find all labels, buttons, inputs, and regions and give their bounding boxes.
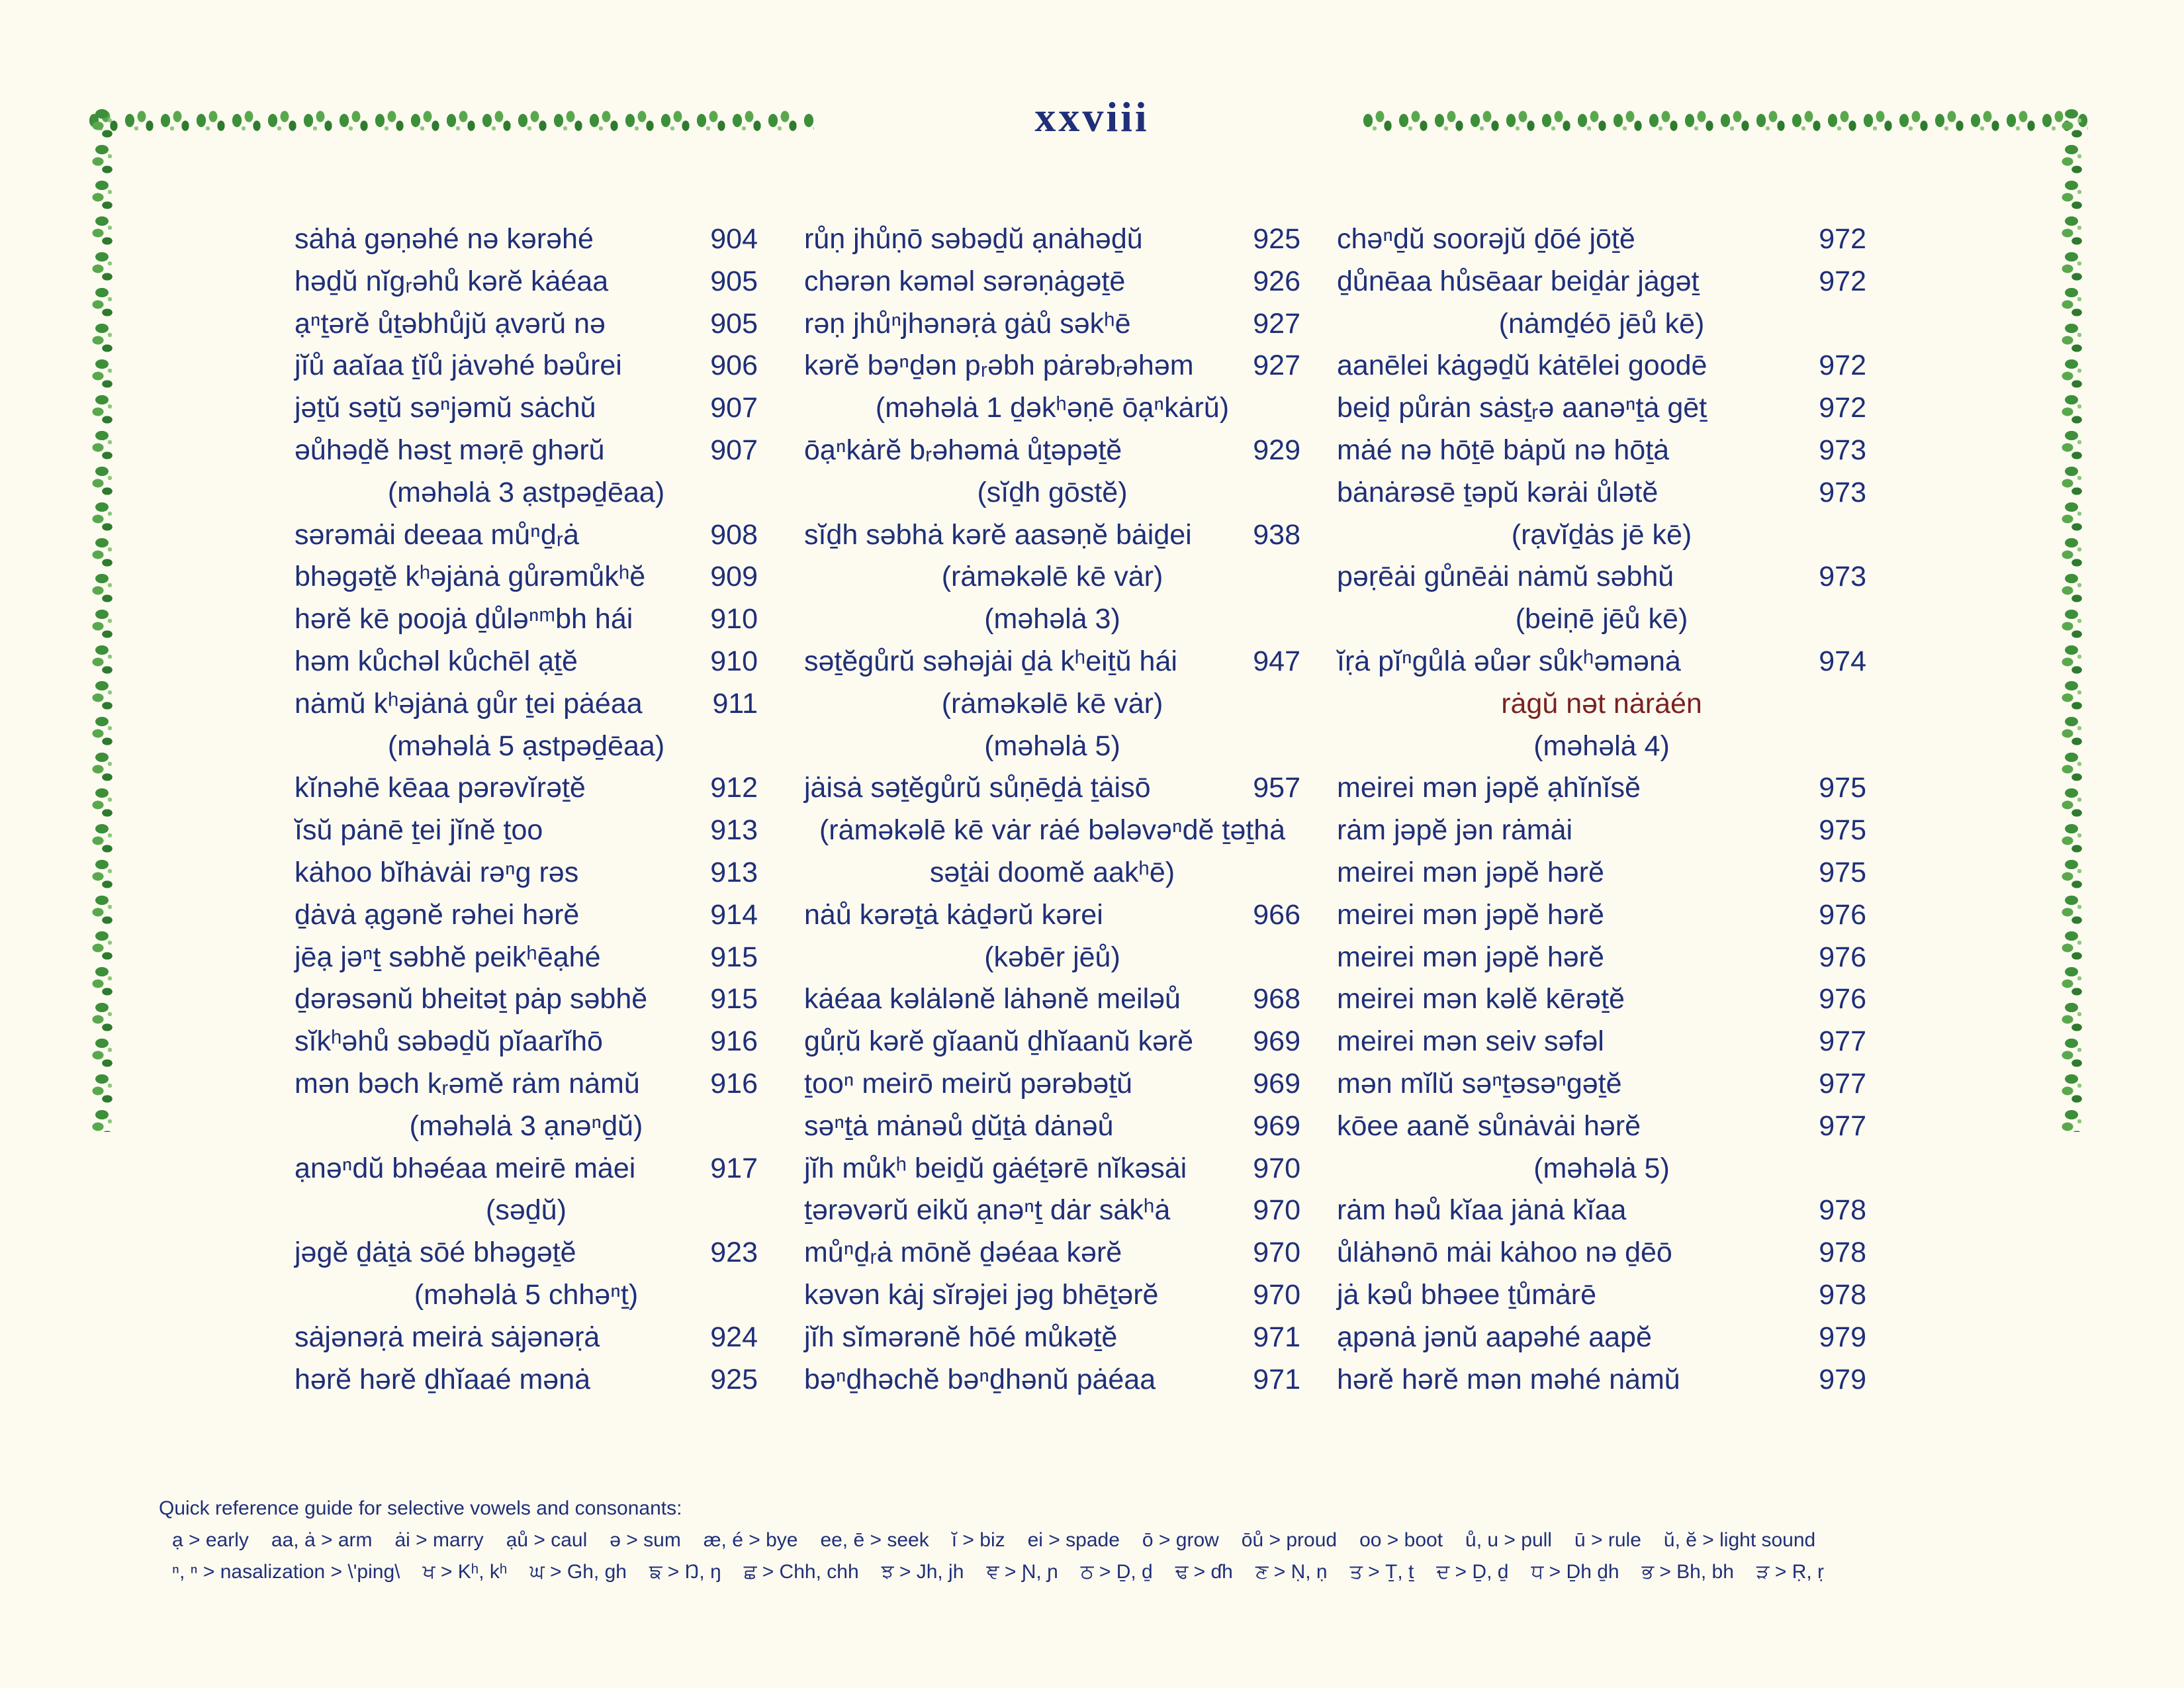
entry-title: mən mĭlŭ səⁿṯəsəⁿgəṯĕ [1337, 1067, 1622, 1100]
guide-item: ōů > proud [1241, 1529, 1338, 1551]
index-entry [295, 1021, 758, 1063]
entry-title: beiḏ půrȧn sȧsṯᵣə aanəⁿṯȧ gēṯ [1337, 392, 1707, 424]
entry-page-number: 968 [1253, 983, 1300, 1015]
guide-item: ਦ > Ḏ, ḏ [1436, 1561, 1509, 1583]
entry-page-number: 972 [1819, 350, 1866, 382]
guide-item: ŭ, ĕ > light sound [1663, 1529, 1816, 1551]
entry-title: ḏůnēaa hůsēaar beiḏȧr jȧgəṯ [1337, 265, 1700, 297]
entry-page-number: 904 [710, 223, 758, 255]
entry-page-number: 972 [1819, 223, 1866, 255]
index-entry [1337, 978, 1866, 1021]
index-entry [1337, 472, 1866, 514]
guide-item: ਞ > Ɲ, ɲ [986, 1561, 1058, 1583]
guide-item: ĭ > biz [951, 1529, 1005, 1551]
index-entry [1337, 1232, 1866, 1274]
entry-title: (nȧmḏéō jēů kē) [1498, 307, 1705, 340]
index-column-1 [295, 218, 758, 1401]
entry-title: sȧjənəṛȧ meirȧ sȧjənəṛȧ [295, 1321, 600, 1353]
index-entry [804, 1021, 1300, 1063]
entry-title: jĭh můkʰ beiḏŭ gȧéṯərē nĭkəsȧi [804, 1152, 1187, 1184]
entry-title: ĭṛȧ pĭⁿgůlȧ əůər sůkʰəmənȧ [1337, 645, 1681, 677]
entry-title: chəⁿḏŭ soorəjŭ ḏōé jōṯĕ [1337, 223, 1635, 255]
entry-title: rȧm jəpĕ jən rȧmȧi [1337, 814, 1573, 847]
guide-item: ạ > early [172, 1529, 249, 1551]
entry-title: hərĕ hərĕ ḏhĭaaé mənȧ [295, 1363, 591, 1395]
index-entry [804, 303, 1300, 346]
section-heading [804, 726, 1300, 768]
guide-vowels-row [159, 1529, 1824, 1552]
index-entry [804, 767, 1300, 810]
entry-page-number: 924 [710, 1321, 758, 1353]
index-entry [804, 1190, 1300, 1232]
entry-title: jēạ jəⁿṯ səbhĕ peikʰēạhé [295, 941, 601, 973]
guide-item: ਖ > Kʰ, kʰ [422, 1561, 508, 1583]
index-entry [1337, 810, 1866, 852]
entry-page-number: 974 [1819, 645, 1866, 677]
index-entry [1337, 1359, 1866, 1401]
entry-title: ạⁿṯərĕ ůṯəbhůjŭ ạvərŭ nə [295, 307, 606, 340]
index-entry [804, 1105, 1300, 1148]
page-number: xxviii [1034, 93, 1150, 140]
guide-item: ů, u > pull [1465, 1529, 1552, 1551]
entry-title: (məhəlȧ 5 chhəⁿṯ) [414, 1278, 639, 1311]
index-entry [1337, 1317, 1866, 1359]
entry-page-number: 913 [710, 814, 758, 847]
entry-page-number: 973 [1819, 476, 1866, 508]
entry-title: səⁿṯȧ mȧnəů ḏŭṯȧ dȧnəů [804, 1109, 1114, 1142]
entry-page-number: 971 [1253, 1321, 1300, 1353]
guide-item: ō > grow [1142, 1529, 1219, 1551]
entry-title: (məhəlȧ 3 ạstpəḏēaa) [387, 476, 665, 508]
entry-title: ḏȧvȧ ạgənĕ rəhei hərĕ [295, 898, 580, 931]
index-entry [1337, 641, 1866, 683]
section-heading [295, 1274, 758, 1317]
section-heading [1337, 598, 1866, 641]
entry-title: kȧéaa kəlȧlənĕ lȧhənĕ meiləů [804, 983, 1181, 1015]
index-entry [295, 598, 758, 641]
entry-title: meirei mən kəlĕ kērəṯĕ [1337, 983, 1625, 1015]
index-entry [295, 894, 758, 937]
entry-title: (məhəlȧ 3 ạnəⁿḏŭ) [409, 1109, 643, 1142]
entry-title: bhəgəṯĕ kʰəjȧnȧ gůrəmůkʰĕ [295, 561, 646, 593]
guide-item: ū > rule [1574, 1529, 1641, 1551]
index-entry [295, 683, 758, 726]
entry-page-number: 976 [1819, 898, 1866, 931]
guide-item: ⁿ, ⁿ > nasalization > \'ping\ [172, 1561, 400, 1583]
entry-page-number: 971 [1253, 1363, 1300, 1395]
entry-title: (məhəlȧ 3) [984, 603, 1120, 635]
entry-page-number: 926 [1253, 265, 1300, 297]
entry-page-number: 975 [1819, 856, 1866, 888]
index-entry [295, 978, 758, 1021]
guide-item: ਝ > Jh, jh [881, 1561, 964, 1583]
guide-item: ਢ > ɗh [1175, 1561, 1233, 1583]
section-heading [804, 810, 1300, 852]
entry-page-number: 913 [710, 856, 758, 888]
entry-page-number: 975 [1819, 814, 1866, 847]
entry-page-number: 969 [1253, 1067, 1300, 1100]
section-heading [804, 472, 1300, 514]
entry-page-number: 976 [1819, 941, 1866, 973]
entry-page-number: 915 [710, 941, 758, 973]
entry-title: ḏərəsənŭ bheitəṯ pȧp səbhĕ [295, 983, 648, 1015]
guide-consonants-row [159, 1561, 1824, 1583]
entry-page-number: 977 [1819, 1067, 1866, 1100]
index-entry [1337, 894, 1866, 937]
entry-page-number: 906 [710, 350, 758, 382]
index-entry [804, 261, 1300, 303]
index-entry [804, 641, 1300, 683]
index-entry [804, 1063, 1300, 1105]
entry-title: (sĭḏh gōstĕ) [977, 476, 1128, 508]
entry-title: můⁿḏᵣȧ mōnĕ ḏəéaa kərĕ [804, 1237, 1122, 1269]
entry-title: (rȧməkəlē kē vȧr) [941, 561, 1163, 593]
entry-title: jȧ kəů bhəee ṯůmȧrē [1337, 1278, 1597, 1311]
index-entry [295, 218, 758, 261]
entry-title: (rȧməkəlē kē vȧr) [941, 687, 1163, 720]
reference-guide [159, 1497, 1824, 1593]
entry-page-number: 973 [1819, 434, 1866, 466]
entry-title: meirei mən jəpĕ ạhĭnĭsĕ [1337, 772, 1641, 804]
entry-title: jəgĕ ḏȧṯȧ sōé bhəgəṯĕ [295, 1237, 576, 1269]
index-entry [1337, 387, 1866, 430]
entry-title: nȧů kərəṯȧ kȧḏərŭ kərei [804, 898, 1103, 931]
index-entry [804, 514, 1300, 557]
guide-item: oo > boot [1359, 1529, 1443, 1551]
entry-title: růṇ jhůṇō səbəḏŭ ạnȧhəḏŭ [804, 223, 1143, 255]
vine-border-left [87, 106, 116, 1132]
index-entry [295, 303, 758, 346]
index-entry [295, 1232, 758, 1274]
section-heading [804, 683, 1300, 726]
index-entry [1337, 430, 1866, 472]
guide-item: ਠ > Ḏ, ḏ [1080, 1561, 1153, 1583]
section-heading [1337, 726, 1866, 768]
entry-title: kōee aanĕ sůnȧvȧi hərĕ [1337, 1109, 1641, 1142]
entry-title: chərən kəməl sərəṇȧgəṯē [804, 265, 1126, 297]
index-entry [295, 1317, 758, 1359]
index-entry [295, 345, 758, 387]
entry-title: (məhəlȧ 5 ạstpəḏēaa) [387, 729, 665, 762]
entry-page-number: 972 [1819, 265, 1866, 297]
section-heading [1337, 683, 1866, 726]
index-entry [295, 261, 758, 303]
entry-title: jĭh sĭmərənĕ hōé můkəṯĕ [804, 1321, 1118, 1353]
index-entry [1337, 1190, 1866, 1232]
index-column-3 [1337, 218, 1866, 1401]
entry-title: meirei mən jəpĕ hərĕ [1337, 898, 1604, 931]
guide-item: ei > spade [1027, 1529, 1120, 1551]
entry-title: (kəbēr jēů) [984, 941, 1120, 973]
entry-title: sərəmȧi deeaa můⁿḏᵣȧ [295, 518, 579, 551]
guide-item: ਤ > Ṯ, ṯ [1349, 1561, 1414, 1583]
section-heading [1337, 1148, 1866, 1190]
entry-title: ạnəⁿdŭ bhəéaa meirē mȧei [295, 1152, 636, 1184]
entry-title: səṯȧi doomĕ aakʰē) [929, 856, 1175, 888]
entry-title: bəⁿḏhəchĕ bəⁿḏhənŭ pȧéaa [804, 1363, 1156, 1395]
entry-title: (rȧməkəlē kē vȧr rȧé bələvəⁿdĕ ṯəṯhȧ [819, 814, 1286, 847]
index-entry [1337, 852, 1866, 894]
entry-page-number: 938 [1253, 518, 1300, 551]
entry-page-number: 910 [710, 645, 758, 677]
guide-item: ਧ > Ḏh ḏh [1531, 1561, 1619, 1583]
index-entry [295, 430, 758, 472]
guide-item: ਣ > Ṇ, ṇ [1255, 1561, 1328, 1583]
index-entry [295, 641, 758, 683]
entry-title: (rạvĭḏȧs jē kē) [1511, 518, 1692, 551]
index-entry [1337, 1063, 1866, 1105]
index-entry [1337, 261, 1866, 303]
entry-page-number: 905 [710, 265, 758, 297]
index-entry [804, 218, 1300, 261]
entry-page-number: 916 [710, 1025, 758, 1058]
entry-title: meirei mən seiv səfəl [1337, 1025, 1604, 1058]
vine-border-top-left [86, 106, 814, 135]
entry-title: səṯĕgůrŭ səhəjȧi ḏȧ kʰeiṯŭ hái [804, 645, 1177, 677]
entry-title: mən bəch kᵣəmĕ rȧm nȧmŭ [295, 1067, 640, 1100]
entry-page-number: 970 [1253, 1278, 1300, 1311]
vine-border-top-right [1360, 106, 2088, 135]
entry-title: sĭkʰəhů səbəḏŭ pĭaarĭhō [295, 1025, 603, 1058]
entry-title: hərĕ kē poojȧ ḏůləⁿᵐbh hái [295, 603, 633, 635]
entry-page-number: 925 [1253, 223, 1300, 255]
entry-page-number: 910 [710, 603, 758, 635]
entry-title: sĭḏh səbhȧ kərĕ aasəṇĕ bȧiḏei [804, 518, 1192, 551]
entry-page-number: 978 [1819, 1194, 1866, 1227]
section-heading [295, 472, 758, 514]
section-heading [1337, 514, 1866, 557]
entry-page-number: 978 [1819, 1278, 1866, 1311]
entry-title: jəṯŭ səṯŭ səⁿjəmŭ sȧchŭ [295, 392, 596, 424]
entry-page-number: 973 [1819, 561, 1866, 593]
index-entry [804, 1359, 1300, 1401]
entry-title: (beiṇē jēů kē) [1515, 603, 1688, 635]
guide-item: ਛ > Chh, chh [743, 1561, 859, 1583]
entry-title: ōạⁿkȧrĕ bᵣəhəmȧ ůṯəpəṯĕ [804, 434, 1122, 466]
entry-page-number: 969 [1253, 1025, 1300, 1058]
entry-page-number: 972 [1819, 392, 1866, 424]
section-heading [295, 1105, 758, 1148]
guide-item: ੜ > Ṛ, ṛ [1756, 1561, 1825, 1583]
entry-title: ạpənȧ jənŭ aapəhé aapĕ [1337, 1321, 1652, 1353]
section-heading [804, 556, 1300, 598]
entry-page-number: 925 [710, 1363, 758, 1395]
entry-title: (məhəlȧ 1 ḏəkʰəṇē ōạⁿkȧrŭ) [875, 392, 1230, 424]
index-entry [804, 345, 1300, 387]
entry-title: pəṛēȧi gůnēȧi nȧmŭ səbhŭ [1337, 561, 1674, 593]
entry-page-number: 927 [1253, 350, 1300, 382]
index-entry [1337, 1021, 1866, 1063]
entry-page-number: 916 [710, 1067, 758, 1100]
entry-title: (səḏŭ) [486, 1194, 567, 1227]
entry-page-number: 977 [1819, 1025, 1866, 1058]
index-entry [295, 937, 758, 979]
entry-page-number: 947 [1253, 645, 1300, 677]
entry-title: kərĕ bəⁿḏən pᵣəbh pȧrəbᵣəhəm [804, 350, 1194, 382]
entry-title: mȧé nə hōṯē bȧpŭ nə hōṯȧ [1337, 434, 1670, 466]
index-entry [1337, 767, 1866, 810]
guide-item: ee, ē > seek [820, 1529, 929, 1551]
entry-title: həm kůchəl kůchēl ạṯĕ [295, 645, 578, 677]
entry-page-number: 907 [710, 392, 758, 424]
index-entry [804, 1274, 1300, 1317]
index-entry [1337, 218, 1866, 261]
index-entry [804, 894, 1300, 937]
index-entry [295, 1359, 758, 1401]
entry-page-number: 970 [1253, 1194, 1300, 1227]
entry-page-number: 976 [1819, 983, 1866, 1015]
entry-page-number: 969 [1253, 1109, 1300, 1142]
entry-title: jȧisȧ səṯĕgůrŭ sůṇēḏȧ ṯȧisō [804, 772, 1151, 804]
index-entry [295, 556, 758, 598]
entry-page-number: 929 [1253, 434, 1300, 466]
index-entry [295, 810, 758, 852]
index-entry [295, 1063, 758, 1105]
section-heading [804, 598, 1300, 641]
guide-item: ə > sum [610, 1529, 681, 1551]
entry-title: bȧnȧrəsē ṯəpŭ kərȧi ůlətĕ [1337, 476, 1659, 508]
index-entry [295, 514, 758, 557]
index-entry [1337, 1105, 1866, 1148]
guide-item: æ, é > bye [703, 1529, 798, 1551]
entry-title: ůlȧhənō mȧi kȧhoo nə ḏēō [1337, 1237, 1672, 1269]
entry-page-number: 909 [710, 561, 758, 593]
entry-title: (məhəlȧ 5) [1533, 1152, 1670, 1184]
section-heading [1337, 303, 1866, 346]
entry-page-number: 970 [1253, 1237, 1300, 1269]
guide-item: ạů > caul [506, 1529, 588, 1551]
entry-page-number: 927 [1253, 307, 1300, 340]
entry-title: ṯərəvərŭ eikŭ ạnəⁿṯ dȧr sȧkʰȧ [804, 1194, 1171, 1227]
guide-item: ਙ > Ŋ, ŋ [649, 1561, 721, 1583]
index-entry [295, 852, 758, 894]
index-entry [295, 1148, 758, 1190]
vine-border-right [2057, 106, 2086, 1132]
index-entry [804, 1317, 1300, 1359]
index-entry [804, 1232, 1300, 1274]
entry-title: rəṇ jhůⁿjhənəṛȧ gȧů səkʰē [804, 307, 1131, 340]
entry-page-number: 905 [710, 307, 758, 340]
entry-title: rȧm həů kĭaa jȧnȧ kĭaa [1337, 1194, 1627, 1227]
guide-item: ȧi > marry [394, 1529, 484, 1551]
entry-title: nȧmŭ kʰəjȧnȧ gůr ṯei pȧéaa [295, 687, 643, 720]
entry-title: kĭnəhē kēaa pərəvĭrəṯĕ [295, 772, 586, 804]
section-heading [804, 937, 1300, 979]
entry-page-number: 917 [710, 1152, 758, 1184]
entry-title: həḏŭ nĭgᵣəhů kərĕ kȧéaa [295, 265, 609, 297]
entry-page-number: 914 [710, 898, 758, 931]
entry-page-number: 977 [1819, 1109, 1866, 1142]
entry-page-number: 908 [710, 518, 758, 551]
index-entry [1337, 345, 1866, 387]
entry-title: (məhəlȧ 4) [1533, 729, 1670, 762]
entry-title: gůṛŭ kərĕ gĭaanŭ ḏhĭaanŭ kərĕ [804, 1025, 1194, 1058]
index-entry [1337, 556, 1866, 598]
index-column-2 [804, 218, 1300, 1401]
entry-title: aanēlei kȧgəḏŭ kȧtēlei goodē [1337, 350, 1707, 382]
reference-guide-title: Quick reference guide for selective vowels and consonants: [159, 1497, 682, 1519]
guide-item: aa, ȧ > arm [271, 1529, 373, 1551]
entry-title: hərĕ hərĕ mən məhé nȧmŭ [1337, 1363, 1680, 1395]
entry-page-number: 966 [1253, 898, 1300, 931]
entry-title: əůhəḏĕ həsṯ məṛē ghərŭ [295, 434, 605, 466]
entry-page-number: 923 [710, 1237, 758, 1269]
entry-page-number: 970 [1253, 1152, 1300, 1184]
section-heading [295, 726, 758, 768]
entry-title: jĭů aaĭaa ṯĭů jȧvəhé bəůrei [295, 350, 622, 382]
entry-page-number: 978 [1819, 1237, 1866, 1269]
entry-page-number: 979 [1819, 1321, 1866, 1353]
entry-title: (məhəlȧ 5) [984, 729, 1120, 762]
entry-page-number: 911 [712, 687, 758, 720]
entry-page-number: 915 [710, 983, 758, 1015]
entry-title: sȧhȧ gəṇəhé nə kərəhé [295, 223, 594, 255]
index-entry [804, 430, 1300, 472]
entry-page-number: 907 [710, 434, 758, 466]
entry-title: ĭsŭ pȧnē ṯei jĭnĕ ṯoo [295, 814, 543, 847]
section-heading [295, 1190, 758, 1232]
entry-page-number: 975 [1819, 772, 1866, 804]
entry-title: kȧhoo bĭhȧvȧi rəⁿg rəs [295, 856, 579, 888]
index-entry [295, 387, 758, 430]
entry-title: meirei mən jəpĕ hərĕ [1337, 941, 1604, 973]
section-heading [804, 387, 1300, 430]
entry-title: rȧgŭ nət nȧrȧén [1501, 687, 1702, 720]
entry-title: kəvən kȧj sĭrəjei jəg bhēṯərĕ [804, 1278, 1159, 1311]
guide-item: ਘ > Gh, gh [529, 1561, 627, 1583]
section-heading [804, 852, 1300, 894]
index-entry [295, 767, 758, 810]
entry-page-number: 912 [710, 772, 758, 804]
index-entry [804, 978, 1300, 1021]
guide-item: ਭ > Bh, bh [1641, 1561, 1734, 1583]
entry-page-number: 957 [1253, 772, 1300, 804]
entry-title: ṯooⁿ meirō meirŭ pərəbəṯŭ [804, 1067, 1133, 1100]
index-entry [804, 1148, 1300, 1190]
entry-title: meirei mən jəpĕ hərĕ [1337, 856, 1604, 888]
entry-page-number: 979 [1819, 1363, 1866, 1395]
index-entry [1337, 937, 1866, 979]
index-entry [1337, 1274, 1866, 1317]
